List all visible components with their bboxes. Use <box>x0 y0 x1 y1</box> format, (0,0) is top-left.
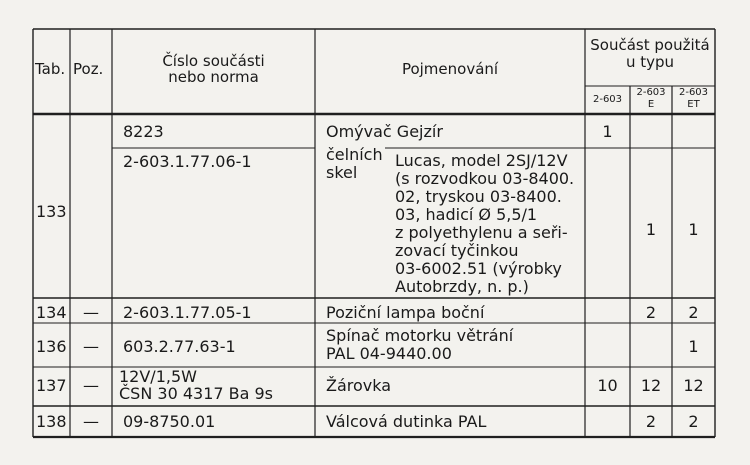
row6-part-number: 09-8750.01 <box>123 412 216 431</box>
row5-qty-2-603et: 12 <box>683 376 704 395</box>
row1-name: Omývač Gejzír <box>326 122 443 141</box>
row6-qty-2-603e: 2 <box>645 412 657 431</box>
row6-poz: — <box>83 412 99 431</box>
row4-qty-2-603et: 1 <box>688 337 699 356</box>
row3-qty-2-603e: 2 <box>645 303 657 322</box>
header-type-2-603et-line2: ET <box>687 99 700 110</box>
row6-qty-2-603et: 2 <box>688 412 699 431</box>
row5-qty-2-603e: 12 <box>640 376 662 395</box>
row4-tab: 136 <box>36 337 67 356</box>
row5-part-number-line2: ČSN 30 4317 Ba 9s <box>119 384 274 403</box>
row5-qty-2-603: 10 <box>597 376 618 395</box>
row3-part-number: 2-603.1.77.05-1 <box>123 303 252 322</box>
row5-tab: 137 <box>36 376 67 395</box>
header-tab: Tab. <box>35 60 66 78</box>
row3-qty-2-603et: 2 <box>688 303 699 322</box>
row4-name-line1: Spínač motorku větrání <box>326 326 514 345</box>
row6-tab: 138 <box>36 412 67 431</box>
header-type-2-603et-line1: 2-603 <box>678 87 709 98</box>
header-part-number-line1: Číslo součásti <box>162 52 265 70</box>
row2-detail: Lucas, model 2SJ/12V (s rozvodkou 03-8400. 02, tryskou 03-8400. 03, hadicí Ø 5,5/1 z polyethylenu a seři- zovací tyčinkou 03-6002.51 (výrobky Autobrzdy, n. p.) <box>395 151 575 296</box>
row2-part-number: 2-603.1.77.06-1 <box>123 152 252 171</box>
header-usage-line2: u typu <box>625 53 675 71</box>
row4-name-line2: PAL 04-9440.00 <box>326 344 452 363</box>
row2-tab: 133 <box>36 202 67 221</box>
row2-qty-2-603et: 1 <box>688 220 699 239</box>
row2-name-line1: čelních <box>326 145 383 164</box>
row1-part-number: 8223 <box>123 122 164 141</box>
row4-part-number: 603.2.77.63-1 <box>123 337 236 356</box>
header-name: Pojmenování <box>401 60 499 78</box>
row5-name: Žárovka <box>326 376 392 395</box>
header-part-number-line2: nebo norma <box>168 68 259 86</box>
row6-name: Válcová dutinka PAL <box>326 412 487 431</box>
row5-poz: — <box>83 376 99 395</box>
header-type-2-603: 2-603 <box>592 94 623 105</box>
row5-part-number-line1: 12V/1,5W <box>119 367 197 386</box>
row3-tab: 134 <box>36 303 67 322</box>
row1-qty-2-603: 1 <box>602 122 613 141</box>
row3-name: Poziční lampa boční <box>326 303 485 322</box>
row3-poz: — <box>83 303 99 322</box>
header-type-2-603e-line2: E <box>647 99 655 110</box>
row4-poz: — <box>83 337 99 356</box>
header-poz: Poz. <box>73 60 104 78</box>
header-usage-line1: Součást použitá <box>590 36 710 54</box>
header-type-2-603e-line1: 2-603 <box>636 87 666 98</box>
row2-name-line2: skel <box>326 163 358 182</box>
row2-qty-2-603e: 1 <box>645 220 657 239</box>
